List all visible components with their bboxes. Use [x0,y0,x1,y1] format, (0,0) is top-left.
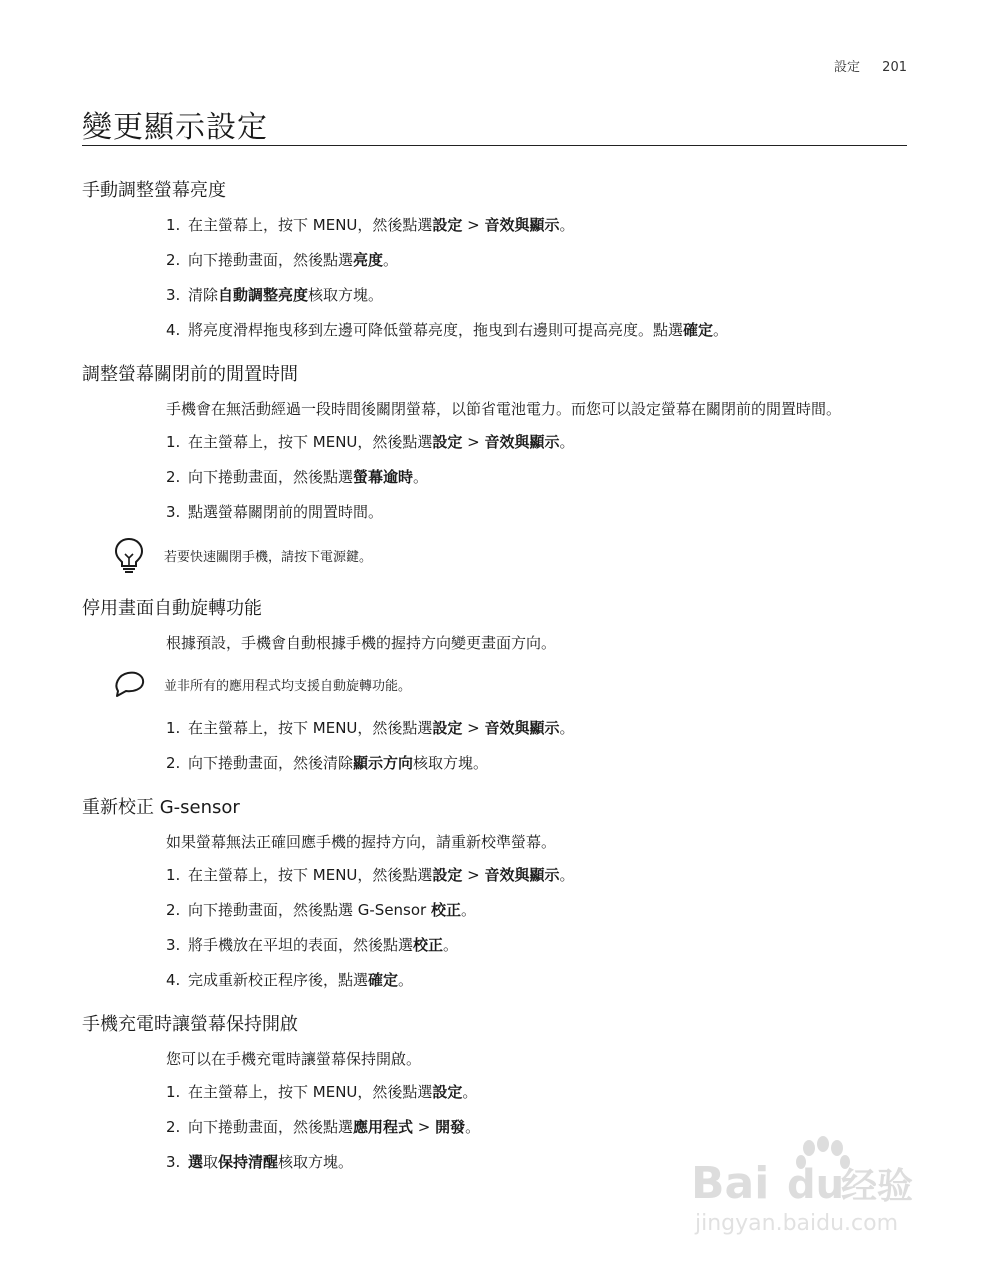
step-number: 3. [166,286,181,304]
section-title: 手機充電時讓螢幕保持開啟 [82,1014,298,1035]
section-intro: 根據預設，手機會自動根據手機的握持方向變更畫面方向。 [166,634,557,652]
step-number: 2. [166,901,181,919]
step-text: > [462,433,485,451]
step-text: 。 [465,1118,481,1136]
step-list [166,431,907,522]
step-text: 在主螢幕上，按下 MENU，然後點選 [188,216,433,234]
ui-term: 設定 [432,866,463,884]
page-title: 變更顯示設定 [82,110,268,145]
ui-term: 校正 [431,901,462,919]
content [82,176,907,1186]
step-number: 1. [166,866,181,884]
step-text: > [462,216,485,234]
step-text: > [462,719,485,737]
ui-term: 設定 [432,1083,463,1101]
step-text: 。 [559,719,575,737]
ui-term: 螢幕逾時 [353,468,414,486]
step-item [166,249,907,270]
step-number: 1. [166,719,181,737]
baidu-jingyan-watermark [691,1136,931,1236]
page-number: 201 [882,60,907,75]
ui-term: 設定 [432,433,463,451]
step-text: 將亮度滑桿拖曳移到左邊可降低螢幕亮度，拖曳到右邊則可提高亮度。點選 [188,321,684,339]
step-item [166,214,907,235]
step-number: 4. [166,971,181,989]
step-number: 2. [166,754,181,772]
step-text: 完成重新校正程序後，點選 [188,971,369,989]
note-box [112,536,907,574]
section-intro: 手機會在無活動經過一段時間後關閉螢幕，以節省電池電力。而您可以設定螢幕在關閉前的閒置時間。 [166,400,842,418]
lightbulb-icon [112,536,164,574]
ui-term: 確定 [683,321,714,339]
step-text: 。 [559,433,575,451]
section-intro: 如果螢幕無法正確回應手機的握持方向，請重新校準螢幕。 [166,833,557,851]
step-item [166,752,907,773]
step-text: 。 [443,936,459,954]
note-text: 若要快速關閉手機，請按下電源鍵。 [164,549,373,565]
step-item [166,899,907,920]
step-item [166,864,907,885]
step-number: 1. [166,433,181,451]
ui-term: 保持清醒 [218,1153,279,1171]
step-number: 1. [166,1083,181,1101]
ui-term: 設定 [432,719,463,737]
section [82,360,907,574]
step-number: 2. [166,468,181,486]
step-number: 1. [166,216,181,234]
step-text: 。 [461,901,477,919]
step-item [166,934,907,955]
section [82,594,907,773]
section-title: 手動調整螢幕亮度 [82,180,226,201]
section [82,793,907,990]
ui-term: 開發 [435,1118,466,1136]
step-text: 在主螢幕上，按下 MENU，然後點選 [188,433,433,451]
step-text: 取 [203,1153,219,1171]
ui-term: 音效與顯示 [484,216,560,234]
step-text: 。 [559,216,575,234]
header-section: 設定 [834,60,861,75]
step-text: 。 [713,321,729,339]
step-number: 3. [166,936,181,954]
ui-term: 音效與顯示 [484,719,560,737]
ui-term: 音效與顯示 [484,433,560,451]
step-item [166,319,907,340]
step-text: > [462,866,485,884]
step-text: 向下捲動畫面，然後點選 [188,1118,354,1136]
step-number: 2. [166,251,181,269]
section-intro: 您可以在手機充電時讓螢幕保持開啟。 [166,1050,422,1068]
ui-term: 音效與顯示 [484,866,560,884]
step-text: 清除 [188,286,219,304]
step-item [166,501,907,522]
step-item [166,284,907,305]
step-text: 在主螢幕上，按下 MENU，然後點選 [188,866,433,884]
step-number: 3. [166,1153,181,1171]
note-box [112,665,907,703]
step-number: 4. [166,321,181,339]
ui-term: 亮度 [353,251,384,269]
watermark-brand: Bai [691,1158,770,1209]
page-header [834,56,907,75]
step-item [166,466,907,487]
ui-term: 顯示方向 [353,754,414,772]
step-text: 將手機放在平坦的表面，然後點選 [188,936,414,954]
step-text: 向下捲動畫面，然後點選 G-Sensor [188,901,431,919]
note-text: 並非所有的應用程式均支援自動旋轉功能。 [164,678,412,694]
step-item [166,969,907,990]
step-list [166,214,907,340]
step-text: 。 [462,1083,478,1101]
ui-term: 選 [188,1153,204,1171]
ui-term: 設定 [432,216,463,234]
step-item [166,431,907,452]
ui-term: 自動調整亮度 [218,286,309,304]
watermark-cn: 经验 [841,1166,914,1207]
step-text: 核取方塊。 [308,286,384,304]
ui-term: 應用程式 [353,1118,414,1136]
step-text: 核取方塊。 [278,1153,354,1171]
title-divider [82,145,907,146]
step-text: > [413,1118,436,1136]
step-number: 2. [166,1118,181,1136]
step-number: 3. [166,503,181,521]
step-text: 。 [559,866,575,884]
step-text: 。 [383,251,399,269]
step-item [166,1116,907,1137]
step-text: 。 [413,468,429,486]
step-list [166,864,907,990]
section-title: 停用畫面自動旋轉功能 [82,598,262,619]
step-text: 在主螢幕上，按下 MENU，然後點選 [188,1083,433,1101]
section-title: 調整螢幕關閉前的閒置時間 [82,364,298,385]
section [82,176,907,340]
step-text: 點選螢幕關閉前的閒置時間。 [188,503,384,521]
speech-bubble-icon [112,665,164,703]
ui-term: 確定 [368,971,399,989]
step-list [166,717,907,773]
step-text: 核取方塊。 [413,754,489,772]
watermark-url: jingyan.baidu.com [695,1211,899,1236]
ui-term: 校正 [413,936,444,954]
step-text: 向下捲動畫面，然後點選 [188,468,354,486]
step-item [166,717,907,738]
step-text: 。 [398,971,414,989]
watermark-brand-du: du [787,1162,845,1208]
step-item [166,1081,907,1102]
step-text: 在主螢幕上，按下 MENU，然後點選 [188,719,433,737]
step-text: 向下捲動畫面，然後點選 [188,251,354,269]
section-title: 重新校正 G-sensor [82,797,240,818]
step-text: 向下捲動畫面，然後清除 [188,754,354,772]
